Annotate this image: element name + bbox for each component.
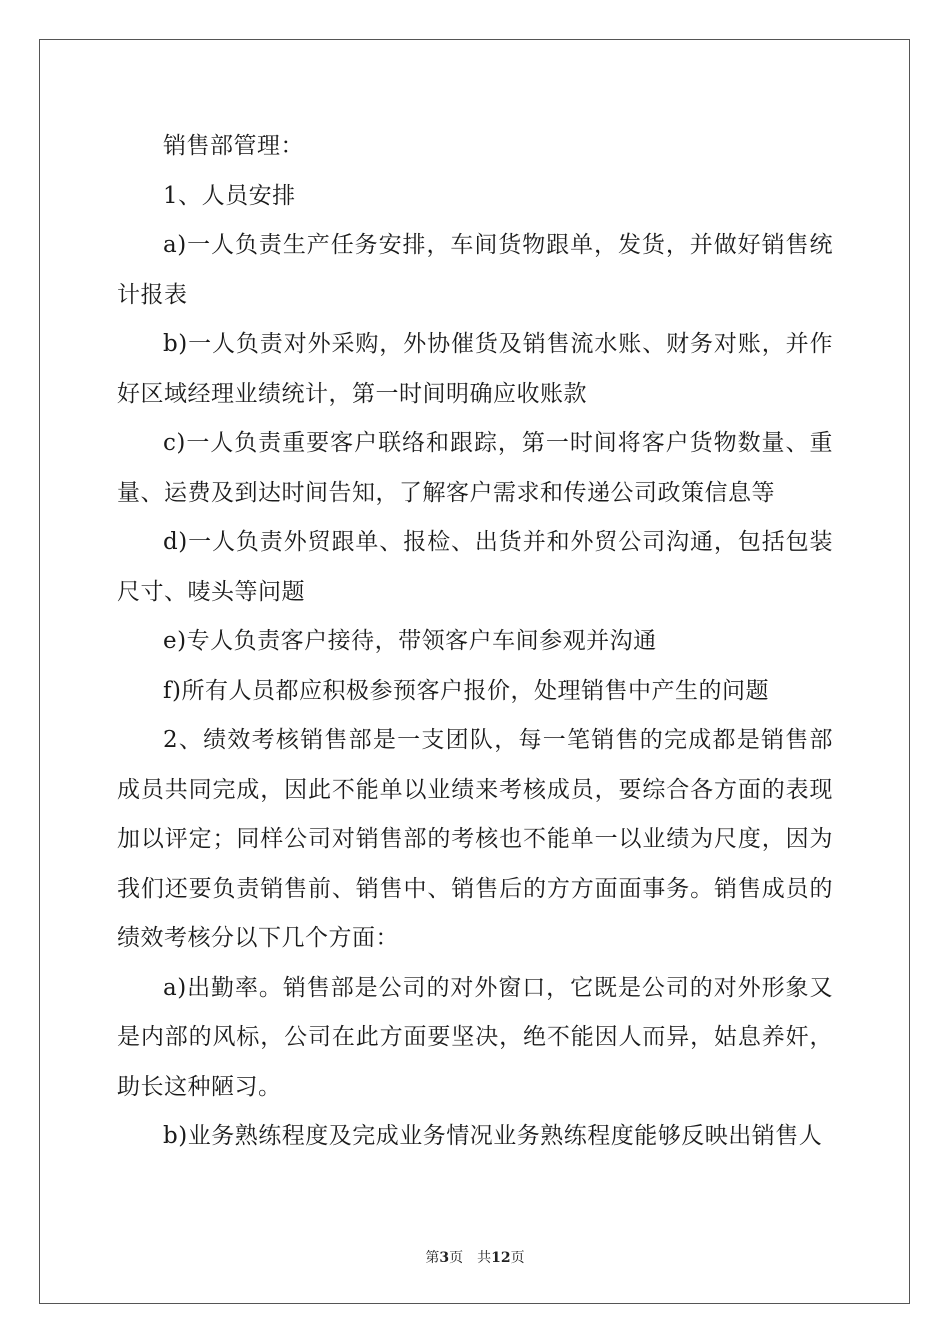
page-prefix: 第	[425, 1250, 440, 1266]
page-suffix: 页	[449, 1250, 464, 1266]
document-body	[117, 122, 833, 1162]
paragraph-item-b: b)一人负责对外采购，外协催货及销售流水账、财务对账，并作好区域经理业绩统计，第一时间明确应收账款	[117, 331, 833, 407]
paragraph-item-a: a)一人负责生产任务安排，车间货物跟单，发货，并做好销售统计报表	[117, 232, 833, 308]
total-pages: 12	[491, 1250, 511, 1266]
total-prefix: 共	[477, 1250, 492, 1266]
paragraph-item-e: e)专人负责客户接待，带领客户车间参观并沟通	[163, 628, 657, 654]
page-number: 3	[439, 1250, 450, 1266]
page-footer	[0, 1247, 950, 1267]
paragraph-attendance: a)出勤率。销售部是公司的对外窗口，它既是公司的对外形象又是内部的风标，公司在此方面要坚决，绝不能因人而异，姑息养奸，助长这种陋习。	[117, 974, 833, 1100]
paragraph-section-1: 1、人员安排	[163, 182, 296, 209]
paragraph-proficiency: b)业务熟练程度及完成业务情况业务熟练程度能够反映出销售人	[163, 1123, 823, 1149]
paragraph-item-d: d)一人负责外贸跟单、报检、出货并和外贸公司沟通，包括包装尺寸、唛头等问题	[117, 529, 833, 605]
paragraph-heading: 销售部管理：	[163, 133, 304, 159]
paragraph-item-f: f)所有人员都应积极参预客户报价，处理销售中产生的问题	[163, 677, 769, 704]
total-suffix: 页	[510, 1250, 525, 1266]
paragraph-section-2: 2、绩效考核销售部是一支团队，每一笔销售的完成都是销售部成员共同完成，因此不能单以业绩来考核成员，要综合各方面的表现加以评定；同样公司对销售部的考核也不能单一以业绩为尺度，因为我们还要负责销售前、销售中、销售后的方方面面事务。销售成员的绩效考核分以下几个方面：	[117, 727, 833, 951]
paragraph-item-c: c)一人负责重要客户联络和跟踪，第一时间将客户货物数量、重量、运费及到达时间告知，了解客户需求和传递公司政策信息等	[117, 430, 833, 506]
